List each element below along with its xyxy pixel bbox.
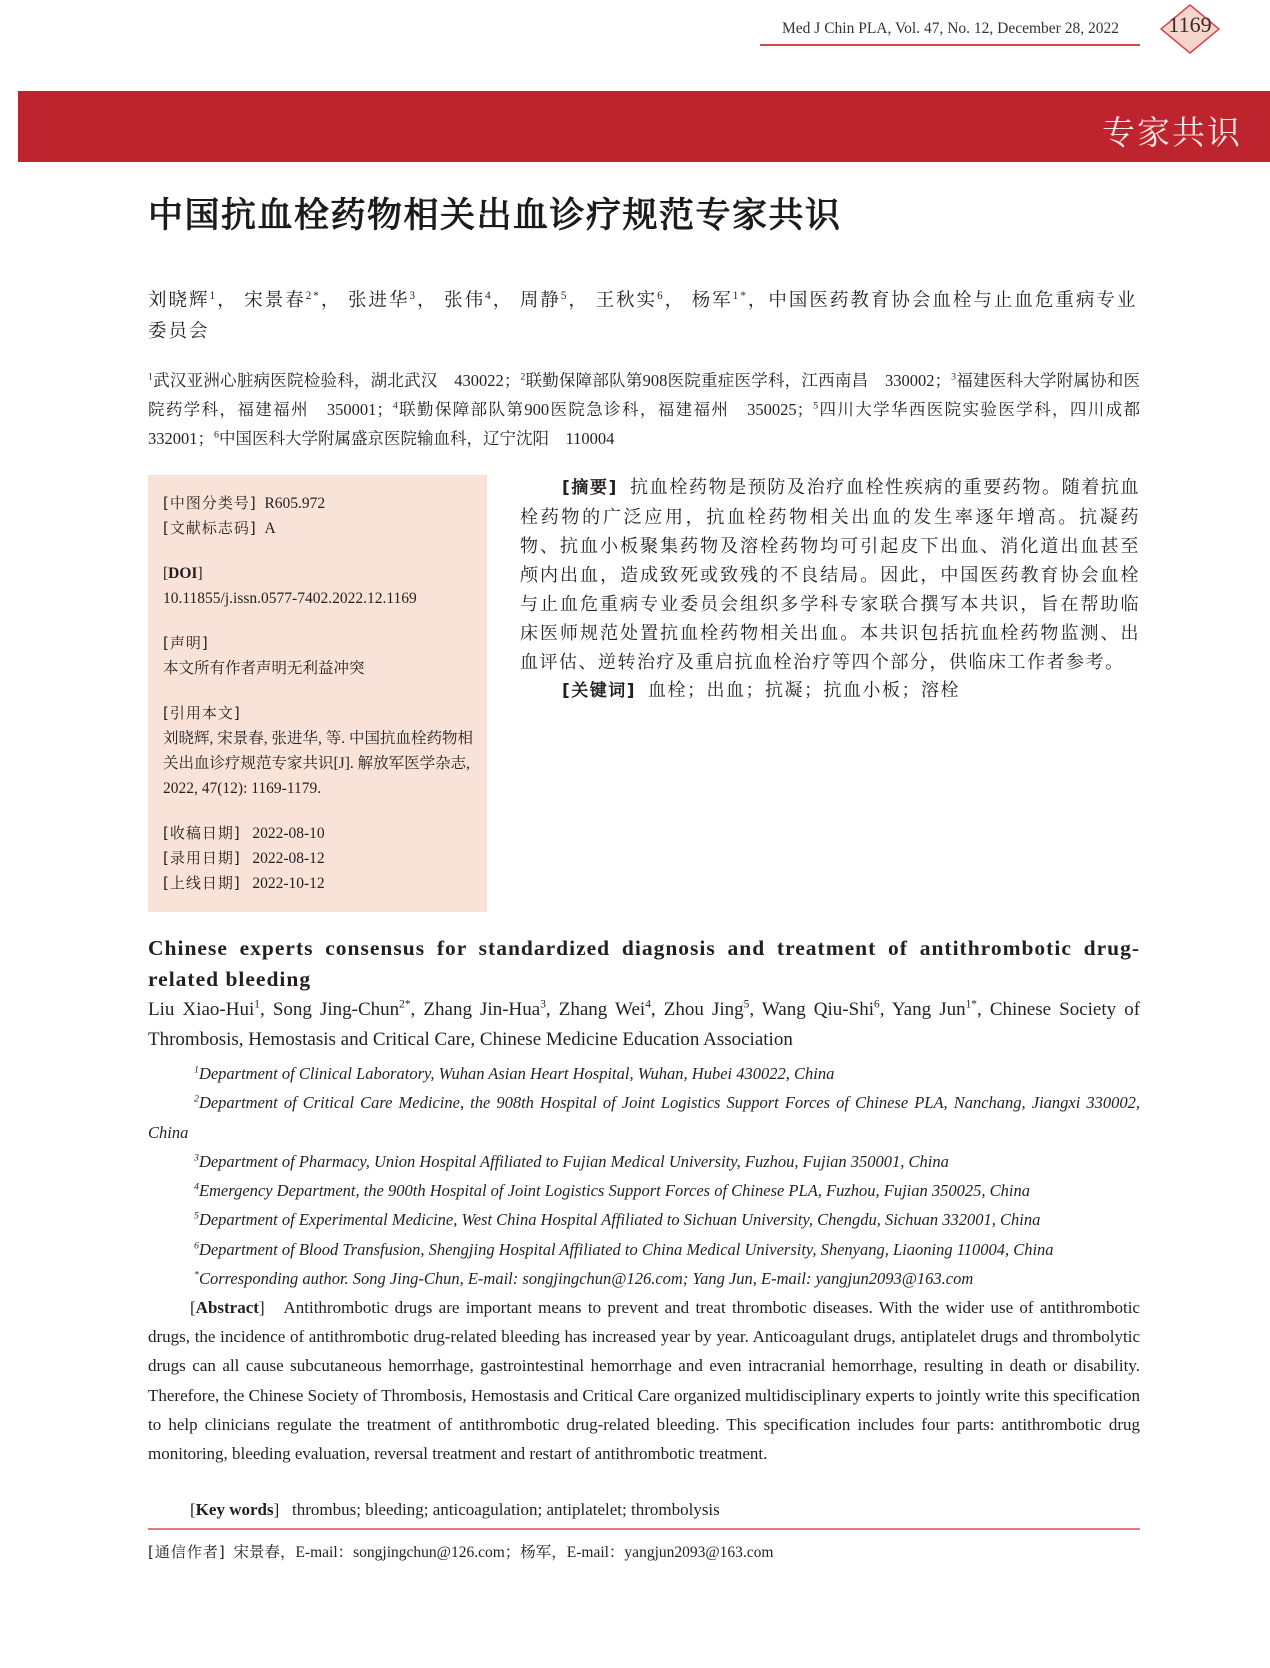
cn-author: 宋景春$^{2*}$ [244,289,321,311]
article-info-box [148,475,487,912]
clc-row: [中图分类号] R605.972 [163,494,326,512]
cn-affiliations: $^1$武汉亚洲心脏病医院检验科，湖北武汉 430022；$^2$联勤保障部队第908医院重症医学科，江西南昌 330002；$^3$福建医科大学附属协和医院药学科，福建福州 350001；$^4$联勤保障部队第900医院急诊科，福建福州 350025；$^5$四川大学华西医院实验医学科，四川成都 332001；$^6$中国医科大学附属盛京医院输血科，辽宁沈阳 110004 [148,371,1157,448]
cn-abstract-label: [摘要] [562,478,618,498]
corresponding-author-footnote: [通信作者] 宋景春，E-mail：songjingchun@126.com；杨军，E-mail：yangjun2093@163.com [148,1543,774,1561]
cn-author: 王秋实$^6$ [595,289,665,311]
accepted-row: [录用日期] 2022-08-12 [163,849,325,867]
cn-author: 张进华$^3$ [347,289,418,311]
en-affiliation: $^4$Emergency Department, the 900th Hospital of Joint Logistics Support Forces of Chinese PLA, Fuzhou, Fujian 350025, China [194,1181,1030,1201]
cn-author: 周静$^5$ [519,289,569,311]
en-author: Wang Qiu-Shi$^6$ [761,998,880,1020]
cn-author: 杨军$^{1*}$ [691,289,748,311]
en-affiliation: $^2$Department of Critical Care Medicine, the 908th Hospital of Joint Logistics Support Forces of Chinese PLA, Nanchang, Jiangxi 330002, China [148,1093,1140,1142]
en-author: Zhou Jing$^5$ [663,998,750,1020]
en-affiliation: $^3$Department of Pharmacy, Union Hospital Affiliated to Fujian Medical University, Fuzhou, Fujian 350001, China [194,1151,949,1171]
section-banner [18,91,1270,162]
page-number: 1169 [1168,12,1212,37]
doi-label: [DOI] [163,565,203,582]
footnote-rule [148,1528,1140,1530]
en-abstract-label: Abstract [195,1298,259,1317]
cn-author: 刘晓辉$^1$ [148,289,218,311]
cn-author: 张伟$^4$ [444,289,493,311]
cite-label: [引用本文] [163,704,241,722]
en-affiliation: $^1$Department of Clinical Laboratory, Wuhan Asian Heart Hospital, Wuhan, Hubei 430022, China [194,1064,835,1083]
cn-affiliation: $^5$四川大学华西医院实验医学科，四川成都 332001 [148,400,1157,448]
en-affiliation: $^5$Department of Experimental Medicine, West China Hospital Affiliated to Sichuan University, Chengdu, Sichuan 332001, China [194,1210,1041,1230]
statement-value: 本文所有作者声明无利益冲突 [163,660,365,677]
doc-code-row: [文献标志码] A [163,519,276,537]
doi-value[interactable]: 10.11855/j.issn.0577-7402.2022.12.1169 [163,590,417,607]
cn-authors: 刘晓辉$^1$， 宋景春$^{2*}$， 张进华$^3$， 张伟$^4$， 周静$^5$， 王秋实$^6$， 杨军$^{1*}$，中国医药教育协会血栓与止血危重病专业委员会 [148,289,1138,342]
en-abstract: [Abstract] Antithrombotic drugs are important means to prevent and treat thrombotic diseases. With the wider use of antithrombotic drugs, the incidence of antithrombotic drug-related bleeding has increased year by year. Anticoagulant drugs, antiplatelet drugs and thrombolytic drugs can all cause subcutaneous hemorrhage, gastrointestinal hemorrhage and even intracranial hemorrhage, resulting in death or disability. Therefore, the Chinese Society of Thrombosis, Hemostasis and Critical Care organized multidisciplinary experts to jointly write this specification to help clinicians regulate the treatment of antithrombotic drug-related bleeding. This specification includes four parts: antithrombotic drug monitoring, bleeding evaluation, reversal treatment and restart of antithrombotic treatment. [148,1298,1140,1464]
en-author-group: Chinese Society of Thrombosis, Hemostasis and Critical Care, Chinese Medicine Education Association [148,999,1141,1050]
received-row: [收稿日期] 2022-08-10 [163,824,325,842]
en-author: Yang Jun$^{1*}$ [891,998,977,1020]
en-author: Zhang Jin-Hua$^3$ [423,998,546,1020]
cn-author-group: 中国医药教育协会血栓与止血危重病专业委员会 [148,291,1138,342]
corresponding-author-note: *Corresponding author. Song Jing-Chun, E-mail: songjingchun@126.com; Yang Jun, E-mail: yangjun2093@163.com [194,1269,974,1289]
statement-label: [声明] [163,634,209,652]
running-head: Med J Chin PLA, Vol. 47, No. 12, December 28, 2022 [782,20,1119,37]
cn-abstract: [摘要] 抗血栓药物是预防及治疗血栓性疾病的重要药物。随着抗血栓药物的广泛应用，抗血栓药物相关出血的发生率逐年增高。抗凝药物、抗血小板聚集药物及溶栓药物均可引起皮下出血、消化道出血甚至颅内出血，造成致死或致残的不良结局。因此，中国医药教育协会血栓与止血危重病专业委员会组织多学科专家联合撰写本共识，旨在帮助临床医师规范处置抗血栓药物相关出血。本共识包括抗血栓药物监测、出血评估、逆转治疗及重启抗血栓治疗等四个部分，供临床工作者参考。 [520,477,1140,672]
cn-affiliation: $^6$中国医科大学附属盛京医院输血科，辽宁沈阳 110004 [214,429,615,448]
en-keywords: [Key words] thrombus; bleeding; anticoagulation; antiplatelet; thrombolysis [190,1500,720,1519]
en-author: Liu Xiao-Hui$^1$ [148,998,260,1020]
en-author: Song Jing-Chun$^{2*}$ [272,998,411,1020]
cn-affiliation: $^4$联勤保障部队第900医院急诊科，福建福州 350025 [392,400,797,419]
en-authors: Liu Xiao-Hui$^1$, Song Jing-Chun$^{2*}$, Zhang Jin-Hua$^3$, Zhang Wei$^4$, Zhou Jing$^5$, Wang Qiu-Shi$^6$, Yang Jun$^{1*}$, Chinese Society of Thrombosis, Hemostasis and Critical Care, Chinese Medicine Education Association [148,998,1141,1050]
online-row: [上线日期] 2022-10-12 [163,874,325,892]
header-rule [760,44,1140,46]
en-affiliations [148,1059,1140,1293]
en-title: Chinese experts consensus for standardized diagnosis and treatment of antithrombotic drug-related bleeding [148,936,1140,991]
section-label: 专家共识 [1102,113,1242,152]
en-affiliation: $^6$Department of Blood Transfusion, Shengjing Hospital Affiliated to China Medical University, Shenyang, Liaoning 110004, China [194,1239,1054,1259]
cn-affiliation: $^3$福建医科大学附属协和医院药学科，福建福州 350001 [148,371,1141,419]
cn-affiliation: $^2$联勤保障部队第908医院重症医学科，江西南昌 330002 [520,371,935,390]
cn-title: 中国抗血栓药物相关出血诊疗规范专家共识 [148,196,842,236]
page-number-badge [1160,4,1220,54]
cn-affiliation: $^1$武汉亚洲心脏病医院检验科，湖北武汉 430022 [148,371,504,390]
cn-keywords: [关键词] 血栓；出血；抗凝；抗血小板；溶栓 [562,680,961,701]
en-author: Zhang Wei$^4$ [558,998,651,1020]
cite-value: 刘晓辉, 宋景春, 张进华, 等. 中国抗血栓药物相关出血诊疗规范专家共识[J]. 解放军医学杂志, 2022, 47(12): 1169-1179. [163,730,474,797]
